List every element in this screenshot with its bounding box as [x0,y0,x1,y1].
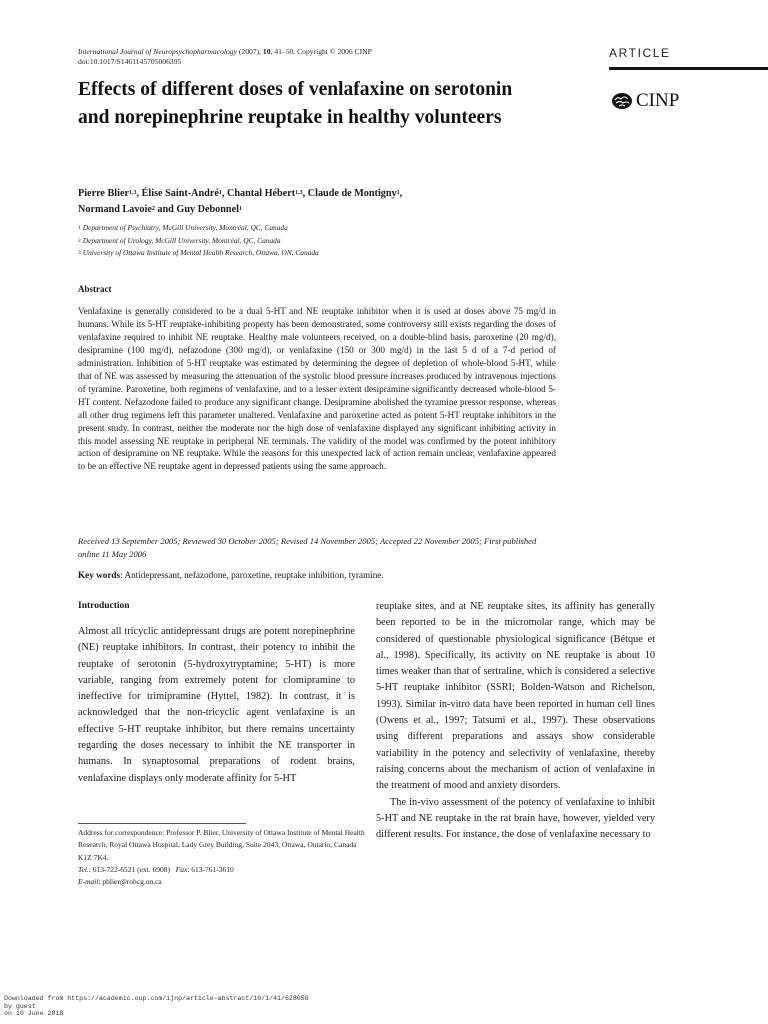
article-title: Effects of different doses of venlafaxine on serotonin and norepinephrine reuptake in healthy volunteers [78,79,513,128]
article-type-label: ARTICLE [609,46,671,60]
paragraph: The in-vivo assessment of the potency of venlafaxine to inhibit 5-HT and NE reuptake in the rat brain have, however, yielded very different results. For instance, the dose of venlafaxine necessary to [376,796,655,841]
download-notice: Downloaded from https://academic.oup.com/ijnp/article-abstract/10/1/41/628056 by guest on 10 June 2018 [4,995,309,1018]
paragraph: reuptake sites, and at NE reuptake sites, its affinity has generally been reported to be in the micromolar range, which may be considered of questionable physiological significance (Bétque et al., 1998). Specifically, its activity on NE reuptake is about 10 times weaker than that of sertraline, which is considered a selective 5-HT reuptake inhibitor (SSRI; Bolden-Watson and Richelson, 1993). Similar in-vitro data have been reported in human cell lines (Owens et al., 1997; Tatsumi et al., 1997). These observations using different preparations and assays show considerable variability in the potency and selectivity of venlafaxine, thereby raising concerns about the mechanism of action of venlafaxine in the treatment of mood and anxiety disorders. [376,601,655,792]
cinp-logo [611,90,679,112]
correspondence-address: Address for correspondence: Professor P. Blier, University of Ottawa Institute of Mental Health Research, Royal Ottawa Hospital, Lady Grey Building, Suite 2043, Ottawa, Ontario, Canada K1Z 7K4. [78,828,365,862]
publication-dates: Received 13 September 2005; Reviewed 30 October 2005; Revised 14 November 2005; Accepted 22 November 2005; First published online 11 May 2006 [78,536,537,559]
affiliation: $^1$ Department of Psychiatry, McGill University, Montréal, QC, Canada [78,223,288,232]
author: Pierre Blier$^{1,3}$, [78,188,142,199]
citation-volume: 10 [262,47,271,56]
author: Claude de Montigny$^1$, [307,188,403,199]
contact-phone: Tel.: 613-722-6521 (ext. 6908) Fax: 613-761-3610 [78,864,234,874]
affiliation: $^2$ Department of Urology, McGill University, Montréal, QC, Canada [78,235,281,245]
keywords [78,569,558,582]
affiliation: $^3$ University of Ottawa Institute of Mental Health Research, Ottawa, ON, Canada [78,248,319,257]
abstract-heading: Abstract [78,284,112,294]
author: Élise Saint-André$^1$, [141,188,227,199]
body-column-left [78,624,355,787]
journal-name: International Journal of Neuropsychopharmacology [78,47,237,56]
body-column-right [376,599,655,843]
author: Chantal Hébert$^{1,3}$, [226,188,308,199]
logo-text: CINP [636,90,680,111]
keywords-label: Key words [78,570,121,580]
footnote-rule [78,823,246,824]
citation-pages: , 41–50. Copyright © 2006 CINP [270,47,372,56]
keywords-list: : Antidepressant, nefazodone, paroxetine, reuptake inhibition, tyramine. [120,570,384,580]
correspondence-footnote [78,827,368,888]
author-list [78,186,598,218]
abstract-text: Venlafaxine is generally considered to be a dual 5-HT and NE reuptake inhibitor when it is used at doses above 75 mg/d in humans. While its 5-HT reuptake-inhibiting property has been demonstrated, some controversy still exists regarding the doses of venlafaxine required to inhibit NE reuptake. Healthy male volunteers received, on a double-blind basis, paroxetine (20 mg/d), desipramine (100 mg/d), nefazodone (300 mg/d), or venlafaxine (150 or 300 mg/d) in the last 5 d of a 7-d period of administration. Inhibition of 5-HT reuptake was estimated by determining the degree of depletion of whole-blood 5-HT, while that of NE was assessed by measuring the attenuation of the systolic blood pressure increases produced by intravenous injections of tyramine. Paroxetine, both regimens of venlafaxine, and to a lesser extent desipramine significantly decreased whole-blood 5-HT content. Nefazodone failed to produce any significant change. Desipramine abolished the tyramine pressor response, whereas all other drug regimens left this parameter unaltered. Venlafaxine and paroxetine acted as potent 5-HT reuptake inhibitors in the present study. In contrast, neither the moderate nor the high dose of venlafaxine displayed any significant inhibiting activity in this model assessing NE reuptake in peripheral NE terminals. The validity of the model was confirmed by the potent inhibitory action of desipramine on NE reuptake. While the reasons for this unexpected lack of action remain unclear, venlafaxine appeared to be an effective NE reuptake agent in depressed patients using the same approach. [78,306,556,472]
affiliation-list [78,222,319,260]
doi[interactable]: doi:10.1017/S1461145705006395 [78,57,182,66]
contact-email[interactable]: E-mail: pblier@rohcg.on.ca [78,877,162,887]
journal-citation [78,47,372,67]
introduction-heading: Introduction [78,601,130,611]
author: Guy Debonnel$^1$ [176,204,242,215]
paragraph: Almost all tricyclic antidepressant drugs are potent norepinephrine (NE) reuptake inhibitors. In contrast, their potency to inhibit the reuptake of serotonin (5-hydroxytryptamine; 5-HT) is more variable, ranging from extremely potent for clomipramine to ineffective for trimipramine (Hyttel, 1982). In contrast, it is acknowledged that the non-tricyclic agent venlafaxine is an effective 5-HT reuptake inhibitor, but there remains uncertainty regarding the doses necessary to inhibit the NE transporter in humans. In synaptosomal preparations of rodent brains, venlafaxine displays only moderate affinity for 5-HT [78,626,355,784]
header-rule [609,67,768,70]
citation-year: (2007), [236,47,263,56]
brain-icon [611,92,633,110]
author: Normand Lavoie$^2$ and [78,204,177,215]
